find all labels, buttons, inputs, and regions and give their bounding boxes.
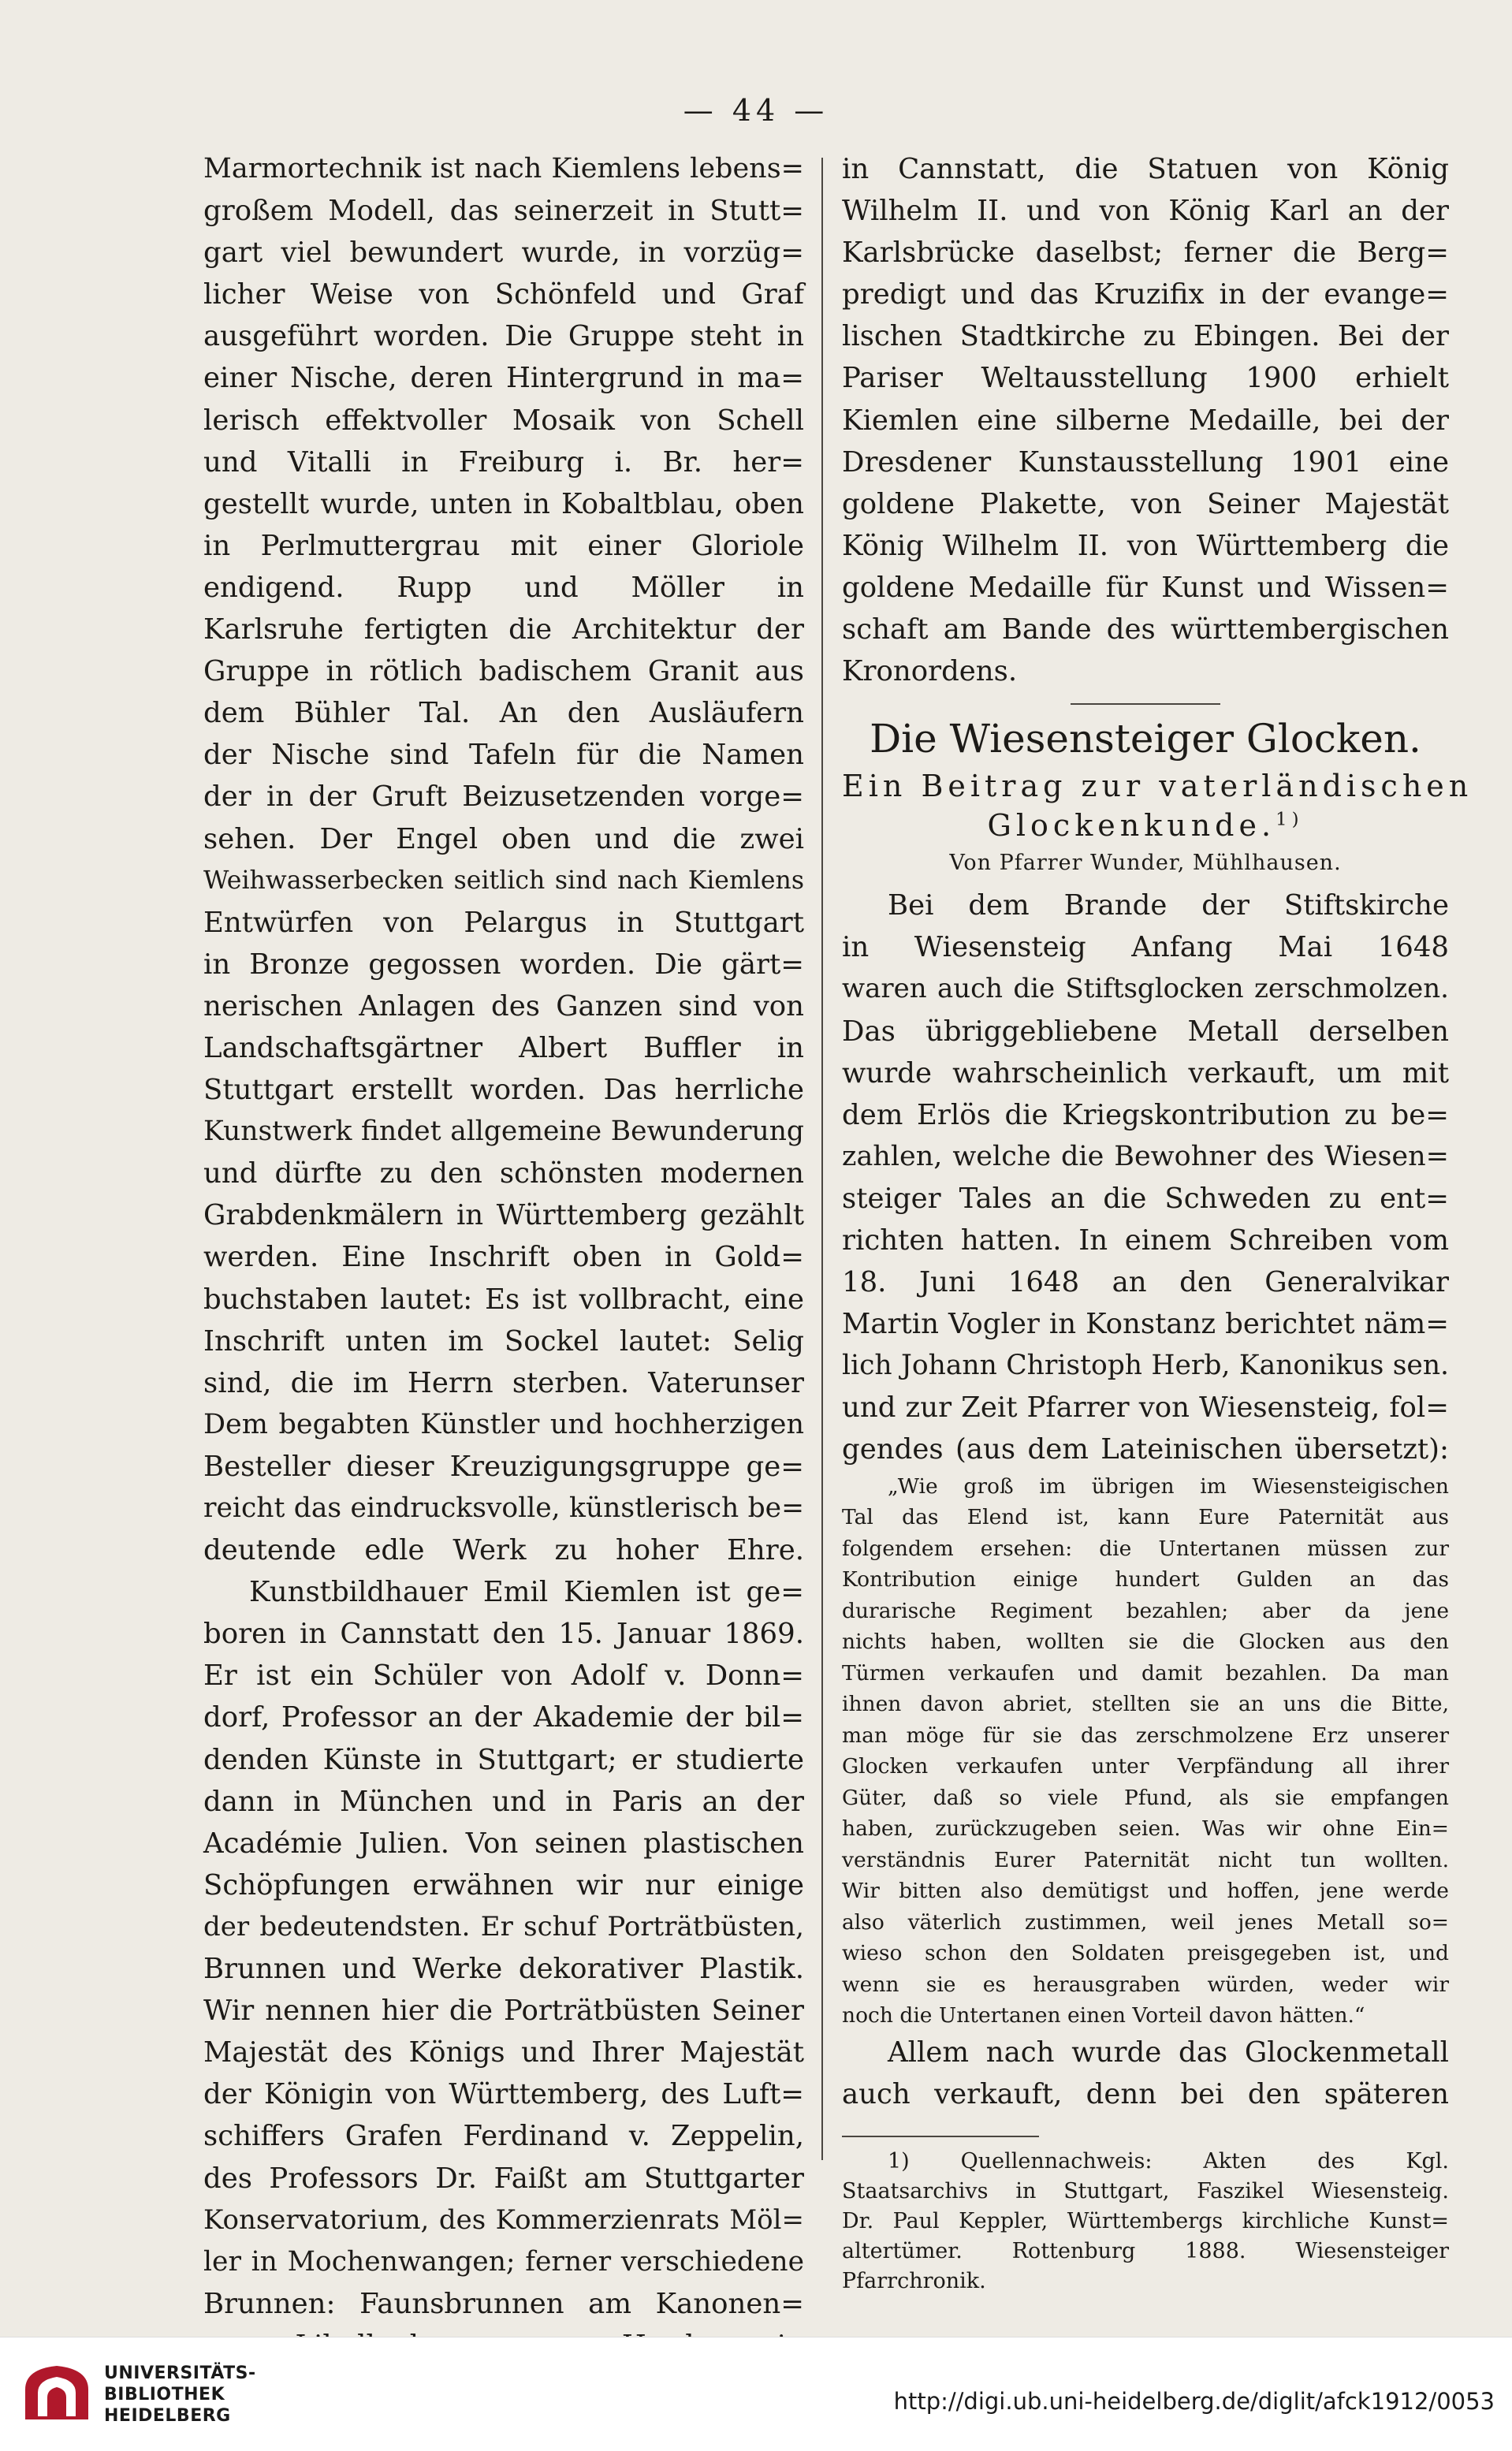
text-line: Kiemlen eine silberne Medaille, bei der (842, 404, 1449, 437)
text-line: Majestät des Königs und Ihrer Majestät (203, 2036, 804, 2069)
text-line: wenn sie es herausgraben würden, weder wir (842, 1972, 1449, 1997)
right-column-top-text (842, 148, 1449, 692)
text-line: und zur Zeit Pfarrer von Wiesensteig, fol= (842, 1391, 1449, 1425)
text-line: der Nische sind Tafeln für die Namen (203, 739, 804, 772)
text-line: Kronordens. (842, 655, 1018, 688)
text-line: richten hatten. In einem Schreiben vom (842, 1224, 1449, 1257)
text-line: Martin Vogler in Konstanz berichtet näm= (842, 1308, 1449, 1341)
text-line: Inschrift unten im Sockel lautet: Selig (203, 1324, 804, 1358)
text-line: Schöpfungen erwähnen wir nur einige (203, 1868, 804, 1902)
article-subtitle-line-2 (842, 806, 1449, 845)
text-line: sind, die im Herrn sterben. Vaterunser (203, 1366, 804, 1399)
text-line: „Wie groß im übrigen im Wiesensteigischen (888, 1473, 1449, 1499)
text-line: Wir nennen hier die Porträtbüsten Seiner (203, 1995, 804, 2028)
text-line: Marmortechnik ist nach Kiemlens lebens= (203, 153, 804, 184)
text-line: König Wilhelm II. von Württemberg die (842, 529, 1449, 562)
library-name-line-3: HEIDELBERG (104, 2406, 231, 2426)
text-line: Pfarrchronik. (842, 2268, 986, 2293)
text-line: dann in München und in Paris an der (203, 1785, 804, 1818)
text-line: Kunstbildhauer Emil Kiemlen ist ge= (249, 1576, 804, 1609)
text-line: einer Nische, deren Hintergrund in ma= (203, 362, 804, 395)
text-line: Stuttgart erstellt worden. Das herrliche (203, 1074, 804, 1107)
text-line: der in der Gruft Beizusetzenden vorge= (203, 780, 804, 814)
text-line: dorf, Professor an der Akademie der bil= (203, 1701, 804, 1734)
text-line: endigend. Rupp und Möller in (203, 571, 804, 604)
text-line: in Wiesensteig Anfang Mai 1648 (842, 931, 1449, 964)
text-line: steiger Tales an die Schweden zu ent= (842, 1182, 1449, 1215)
text-line: Dresdener Kunstausstellung 1901 eine (842, 445, 1449, 479)
text-line: Das übriggebliebene Metall derselben (842, 1015, 1449, 1048)
text-line: ler in Mochenwangen; ferner verschiedene (203, 2245, 804, 2278)
article-byline: Von Pfarrer Wunder, Mühlhausen. (949, 851, 1342, 876)
text-line: nerischen Anlagen des Ganzen sind von (203, 989, 804, 1022)
library-name (104, 2363, 256, 2427)
text-line: wurde wahrscheinlich verkauft, um mit (842, 1056, 1449, 1090)
text-line: werden. Eine Inschrift oben in Gold= (203, 1241, 804, 1274)
text-line: Er ist ein Schüler von Adolf v. Donn= (203, 1659, 804, 1693)
text-line: Pariser Weltausstellung 1900 erhielt (842, 362, 1449, 395)
text-line: schaft am Bande des württembergischen (842, 613, 1449, 646)
library-footer (0, 2337, 1512, 2451)
text-line: in Perlmuttergrau mit einer Gloriole (203, 529, 804, 562)
article-title: Die Wiesensteiger Glocken. (870, 716, 1421, 762)
text-line: und Vitalli in Freiburg i. Br. her= (203, 445, 804, 479)
text-line: reicht das eindrucksvolle, künstlerisch be= (203, 1492, 804, 1524)
text-line: licher Weise von Schönfeld und Graf (203, 278, 804, 311)
text-line: Karlsbrücke daselbst; ferner die Berg= (842, 237, 1449, 270)
text-line: zahlen, welche die Bewohner des Wiesen= (842, 1140, 1449, 1172)
text-line: auch verkauft, denn bei den späteren (842, 2077, 1449, 2110)
text-line: Brunnen und Werke dekorativer Plastik. (203, 1953, 804, 1986)
footnote (842, 2147, 1449, 2296)
column-divider (821, 158, 823, 2160)
text-line: Besteller dieser Kreuzigungsgruppe ge= (203, 1450, 804, 1483)
text-line: man möge für sie das zerschmolzene Erz unserer (842, 1723, 1449, 1748)
right-column (842, 148, 1473, 2296)
text-line: Tal das Elend ist, kann Eure Paternität aus (842, 1505, 1449, 1530)
text-line: in Cannstatt, die Statuen von König (842, 153, 1449, 185)
university-library-logo (17, 2361, 96, 2426)
text-line: verständnis Eurer Paternität nicht tun wollten. (842, 1847, 1449, 1872)
text-line: durarische Regiment bezahlen; aber da jene (842, 1598, 1449, 1623)
text-line: altertümer. Rottenburg 1888. Wiesensteiger (842, 2238, 1449, 2263)
text-line: der bedeutendsten. Er schuf Porträtbüsten, (203, 1910, 804, 1943)
text-line: dem Bühler Tal. An den Ausläufern (203, 697, 804, 730)
text-line: Konservatorium, des Kommerzienrats Möl= (203, 2203, 804, 2236)
text-line: Kontribution einige hundert Gulden an das (842, 1567, 1449, 1592)
article-body-continued (842, 2032, 1449, 2115)
text-line: und dürfte zu den schönsten modernen (203, 1157, 804, 1190)
footnote-mark: 1) (1276, 809, 1304, 830)
footnote-rule (842, 2136, 1039, 2137)
text-line: denden Künste in Stuttgart; er studierte (203, 1743, 804, 1776)
quoted-letter (842, 1471, 1449, 2032)
section-rule (1071, 703, 1220, 705)
text-line: Dr. Paul Keppler, Württembergs kirchliche Kunst= (842, 2208, 1449, 2233)
text-line: folgendem ersehen: die Untertanen müssen zur (842, 1536, 1449, 1561)
text-line: Gruppe in rötlich badischem Granit aus (203, 655, 804, 688)
text-line: Türmen verkaufen und damit bezahlen. Da man (842, 1660, 1449, 1686)
left-column (203, 148, 804, 2408)
text-line: des Professors Dr. Faißt am Stuttgarter (203, 2162, 804, 2195)
text-line: gart viel bewundert wurde, in vorzüg= (203, 237, 804, 270)
text-line: Landschaftsgärtner Albert Buffler in (203, 1031, 804, 1064)
text-line: ausgeführt worden. Die Gruppe steht in (203, 320, 804, 353)
text-line: goldene Plakette, von Seiner Majestät (842, 487, 1449, 520)
text-line: lich Johann Christoph Herb, Kanonikus sen. (842, 1350, 1449, 1382)
text-line: noch die Untertanen einen Vorteil davon hätten.“ (842, 2003, 1365, 2028)
text-line: lischen Stadtkirche zu Ebingen. Bei der (842, 320, 1449, 353)
text-line: Entwürfen von Pelargus in Stuttgart (203, 906, 804, 939)
article-subtitle-line-1: Ein Beitrag zur vaterländischen (842, 769, 1473, 804)
text-line: waren auch die Stiftsglocken zerschmolzen. (842, 973, 1449, 1005)
text-line: wieso schon den Soldaten preisgegeben ist, und (842, 1941, 1449, 1966)
text-line: Allem nach wurde das Glockenmetall (888, 2036, 1449, 2069)
text-line: gestellt wurde, unten in Kobaltblau, oben (203, 487, 804, 520)
text-line: Karlsruhe fertigten die Architektur der (203, 613, 804, 646)
text-line: 1) Quellennachweis: Akten des Kgl. (888, 2148, 1449, 2173)
text-line: ihnen davon abriet, stellten sie an uns die Bitte, (842, 1692, 1449, 1717)
text-line: Académie Julien. Von seinen plastischen (203, 1827, 804, 1860)
text-line: deutende edle Werk zu hoher Ehre. (203, 1534, 804, 1567)
text-line: Kunstwerk findet allgemeine Bewunderung (203, 1116, 804, 1148)
text-line: goldene Medaille für Kunst und Wissen= (842, 571, 1449, 604)
text-line: Staatsarchivs in Stuttgart, Faszikel Wiesensteig. (842, 2178, 1449, 2203)
permalink-url[interactable]: http://digi.ub.uni-heidelberg.de/diglit/afck1912/0053 (893, 2388, 1495, 2415)
text-line: dem Erlös die Kriegskontribution zu be= (842, 1098, 1449, 1131)
text-line: 18. Juni 1648 an den Generalvikar (842, 1266, 1449, 1299)
text-line: predigt und das Kruzifix in der evange= (842, 278, 1449, 311)
text-line: der Königin von Württemberg, des Luft= (203, 2078, 804, 2111)
library-name-line-2: BIBLIOTHEK (104, 2385, 225, 2404)
article-body (842, 885, 1449, 1470)
text-line: Bei dem Brande der Stiftskirche (888, 889, 1449, 922)
text-line: Grabdenkmälern in Württemberg gezählt (203, 1199, 804, 1232)
text-line: in Bronze gegossen worden. Die gärt= (203, 948, 804, 981)
text-line: nichts haben, wollten sie die Glocken aus den (842, 1630, 1449, 1655)
text-line: lerisch effektvoller Mosaik von Schell (203, 404, 804, 437)
text-line: sehen. Der Engel oben und die zwei (203, 822, 804, 855)
text-line: Brunnen: Faunsbrunnen am Kanonen= (203, 2287, 804, 2320)
text-line: Weihwasserbecken seitlich sind nach Kiemlens (203, 866, 804, 895)
subtitle-text: Glockenkunde. (987, 808, 1276, 844)
text-line: Wilhelm II. und von König Karl an der (842, 195, 1449, 228)
text-line: haben, zurückzugeben seien. Was wir ohne Ein= (842, 1816, 1449, 1842)
text-line: buchstaben lautet: Es ist vollbracht, eine (203, 1283, 804, 1316)
text-line: Wir bitten also demütigst und hoffen, jene werde (842, 1879, 1449, 1904)
text-line: schiffers Grafen Ferdinand v. Zeppelin, (203, 2120, 804, 2153)
text-line: Dem begabten Künstler und hochherzigen (203, 1408, 804, 1440)
library-name-line-1: UNIVERSITÄTS- (104, 2363, 256, 2383)
text-line: gendes (aus dem Lateinischen übersetzt): (842, 1433, 1449, 1466)
text-line: Glocken verkaufen unter Verpfändung all ihrer (842, 1754, 1449, 1779)
text-line: Güter, daß so viele Pfund, als sie empfangen (842, 1785, 1449, 1810)
text-line: großem Modell, das seinerzeit in Stutt= (203, 195, 804, 228)
text-line: also väterlich zustimmen, weil jenes Metall so= (842, 1909, 1449, 1935)
page-number: — 44 — (683, 93, 829, 128)
text-line: boren in Cannstatt den 15. Januar 1869. (203, 1618, 804, 1651)
